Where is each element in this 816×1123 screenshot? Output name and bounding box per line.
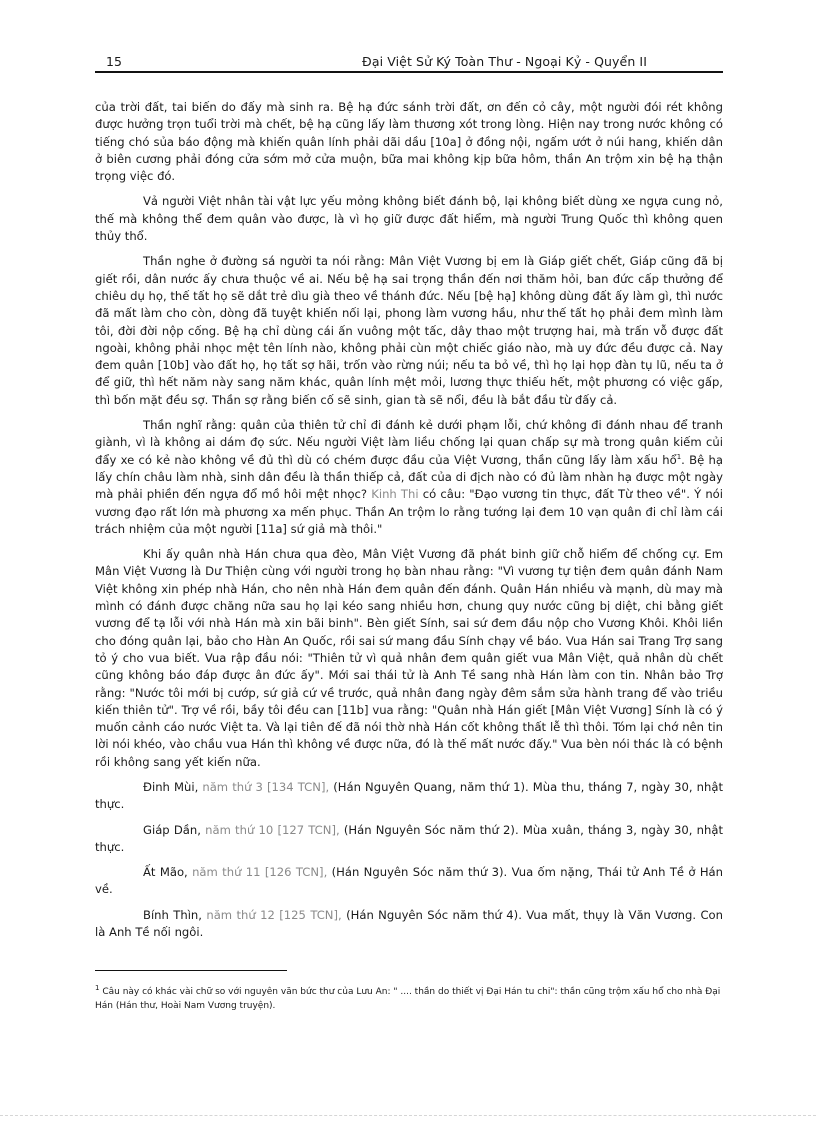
entry-reign-year: năm thứ 10 [127 TCN], xyxy=(205,822,340,837)
footnote xyxy=(95,985,723,1013)
paragraph-4-part-c: có câu: "Đạo vương tin thực, đất Từ theo về". Ý nói vương đạo rất lớn mà phương xa mến phục. Thần An trộm lo rằng tướng lại đem 10 vạn quân đi chỉ làm cái trách nhiệm của một người [11a] sứ giả mà thôi." xyxy=(95,487,723,536)
page-number: 15 xyxy=(106,54,122,69)
footnote-reference[interactable]: 1 xyxy=(676,452,682,461)
paragraph-1: của trời đất, tai biến do đấy mà sinh ra. Bệ hạ đức sánh trời đất, ơn đến cỏ cây, một người đói rét không được hưởng trọn tuổi trời mà chết, bệ hạ cũng lấy làm thương xót trong lòng. Hiện nay trong nước không có tiếng chó sủa báo động mà khiến quân lính phải dãi dầu [10a] ở đồng nội, ngấm ướt ở núi hang, khiến dân ở biên cương phải đóng cửa sớm mở cửa muộn, bữa mai không kịp bữa hôm, thần An trộm xin bệ hạ thận trọng việc đó. xyxy=(95,100,723,184)
footnote-separator xyxy=(95,970,287,971)
chronicle-entry xyxy=(95,779,723,814)
paragraph-4-part-a: Thần nghĩ rằng: quân của thiên tử chỉ đi đánh kẻ dưới phạm lỗi, chứ không đi đánh nhau để tranh giành, vì là không ai dám đọ sức. Nếu người Việt làm liều chống lại quan chấp sự mà trong quân kiếm củi đẩy xe có kẻ nào không về đủ thì dù có chém được đầu của Việt Vương, thần cũng lấy làm xấu hổ xyxy=(95,418,723,467)
footnote-text: Câu này có khác vài chữ so với nguyên văn bức thư của Lưu An: " .... thần do thiết vị Đại Hán tu chi": thần cũng trộm xấu hổ cho nhà Đại Hán (Hán thư, Hoài Nam Vương truyện). xyxy=(95,987,721,1011)
chronicle-entry xyxy=(95,822,723,857)
header-divider xyxy=(95,71,723,73)
entry-year-name: Bính Thìn, xyxy=(143,907,207,922)
paragraph-5: Khi ấy quân nhà Hán chưa qua đèo, Mân Việt Vương đã phát binh giữ chỗ hiểm để chống cự. Em Mân Việt Vương là Dư Thiện cùng với người trong họ bàn nhau rằng: "Vì vương tự tiện đem quân đánh Nam Việt không xin phép nhà Hán, cho nên nhà Hán đem quân đến đánh. Quân Hán nhiều và mạnh, dù may mà mình có đánh được chăng nữa sau họ lại kéo sang nhiều hơn, chung quy nước cũng bị diệt, chi bằng giết vương để tạ lỗi với nhà Hán mà xin bãi binh". Bèn giết Sính, sai sứ đem đầu nộp cho Vương Khôi. Khôi liền cho đóng quân lại, bảo cho Hàn An Quốc, rồi sai sứ mang đầu Sính chạy về báo. Vua Hán sai Trang Trợ sang tỏ ý cho vua biết. Vua rập đầu nói: "Thiên tử vì quả nhân đem quân giết vua Mân Việt, quả nhân dù chết cũng không báo đáp được ân đức ấy". Mới sai thái tử là Anh Tề sang nhà Hán làm con tin. Nhân bảo Trợ rằng: "Nước tôi mới bị cướp, sứ giả cứ về trước, quả nhân đang ngày đêm sắm sửa hành trang để vào triều kiến thiên tử". Trợ về rồi, bầy tôi đều can [11b] vua rằng: "Quân nhà Hán giết [Mân Việt Vương] Sính là có ý muốn cảnh cáo nước Việt ta. Và lại tiên đế đã nói thờ nhà Hán cốt không thất lễ thì thôi. Tóm lại chớ nên tin lời nói khéo, vào chầu vua Hán thì không về được nữa, đó là thế mất nước đấy." Vua bèn nói thác là có bệnh rồi không sang yết kiến nữa. xyxy=(95,547,723,769)
book-title-kinh-thi: Kinh Thi xyxy=(371,487,419,502)
entry-text: (Hán Nguyên Quang, năm thứ 1). Mùa thu, tháng 7, ngày 30, nhật thực. xyxy=(95,779,723,812)
entry-year-name: Giáp Dần, xyxy=(143,822,206,837)
entry-reign-year: năm thứ 12 [125 TCN], xyxy=(206,907,342,922)
main-text xyxy=(95,99,723,949)
entry-reign-year: năm thứ 11 [126 TCN], xyxy=(192,865,328,880)
entry-text: (Hán Nguyên Sóc năm thứ 2). Mùa xuân, tháng 3, ngày 30, nhật thực. xyxy=(95,822,723,854)
entry-year-name: Đinh Mùi, xyxy=(143,779,203,794)
paragraph-3: Thần nghe ở đường sá người ta nói rằng: Mân Việt Vương bị em là Giáp giết chết, Giáp cũng đã bị giết rồi, dân nước ấy chưa thuộc về ai. Nếu bệ hạ sai trọng thần đến nơi thăm hỏi, ban đức cấp thưởng để chiêu dụ họ, thế tất họ sẽ dắt trẻ dìu già theo về thánh đức. Nếu [bệ hạ] không dùng đất ấy làm gì, thì nước đã mất làm cho còn, dòng đã tuyệt khiến nối lại, phong làm vương hầu, như thế tất họ phải đem mình làm tôi, đời đời nộp cống. Bệ hạ chỉ dùng cái ấn vuông một tấc, dây thao một trượng hai, mà trấn vỗ được đất ngoài, không phải nhọc mệt tên lính nào, không phải cùn một chiếc giáo nào, mà uy đức đều được cả. Nay đem quân [10b] vào đất họ, họ tất sợ hãi, trốn vào rừng núi; nếu ta bỏ về, thì họ lại họp đàn tụ lũ, nếu ta ở để giữ, thì hết năm này sang năm khác, quân lính mệt mỏi, lương thực thiếu hết, một phương có việc gấp, thì bốn mặt đều sợ. Thần sợ rằng biến cố sẽ sinh, gian tà sẽ nổi, đều là bắt đầu từ đấy cả. xyxy=(95,254,723,407)
page-bottom-border xyxy=(0,1115,816,1116)
paragraph-4 xyxy=(95,417,723,538)
chronicle-entry xyxy=(95,864,723,899)
entry-reign-year: năm thứ 3 [134 TCN], xyxy=(202,779,330,794)
page-header xyxy=(95,53,723,73)
running-title: Đại Việt Sử Ký Toàn Thư - Ngoại Kỷ - Quyển II xyxy=(362,54,647,69)
entry-year-name: Ất Mão, xyxy=(143,865,193,880)
paragraph-4-part-b: . Bệ hạ lấy chín châu làm nhà, sinh dân đều là thần thiếp cả, đất của di địch nào có đủ làm nhàn hạ được một ngày mà phải phiền đến ngựa đổ mồ hôi mệt nhọc? xyxy=(95,452,723,502)
paragraph-2: Vả người Việt nhân tài vật lực yếu mỏng không biết đánh bộ, lại không biết dùng xe ngựa cung nỏ, thế mà không thể đem quân vào được, là vì họ giữ được đất hiểm, mà người Trung Quốc thì không quen thủy thổ. xyxy=(95,194,723,244)
entry-text: (Hán Nguyên Sóc năm thứ 3). Vua ốm nặng, Thái tử Anh Tề ở Hán về. xyxy=(95,865,724,897)
chronicle-entry xyxy=(95,907,723,942)
entry-text: (Hán Nguyên Sóc năm thứ 4). Vua mất, thụy là Văn Vương. Con là Anh Tề nối ngôi. xyxy=(95,907,723,940)
footnote-marker: 1 xyxy=(95,984,100,992)
